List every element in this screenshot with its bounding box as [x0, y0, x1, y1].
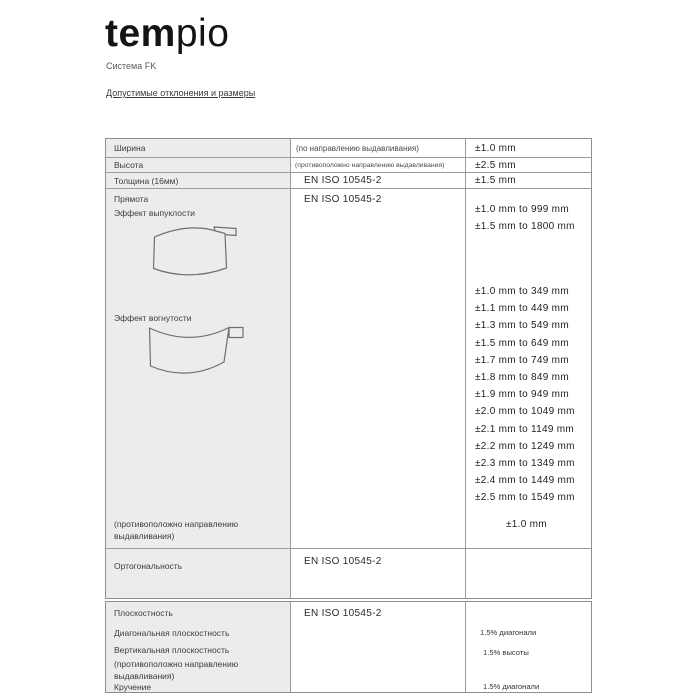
vertical-flatness-note: (противоположно направлению выдавливания)	[114, 659, 239, 681]
range-value: ±1.1 mm to 449 mm	[475, 303, 569, 315]
thickness-label: Толщина (16мм)	[114, 175, 179, 186]
orthogonality-method: EN ISO 10545-2	[304, 556, 382, 567]
flatness-table	[105, 601, 592, 693]
straightness-method: EN ISO 10545-2	[304, 194, 382, 205]
thickness-method: EN ISO 10545-2	[304, 175, 382, 186]
straightness-label: Прямота	[114, 194, 149, 204]
top-value: ±1.5 mm to 1800 mm	[475, 221, 575, 232]
tempio-logo	[105, 12, 229, 56]
straightness-range-values	[475, 283, 575, 507]
height-value: ±2.5 mm	[475, 159, 516, 171]
tolerance-table	[105, 138, 592, 599]
height-method: (противоположно направлению выдавливания)	[295, 161, 445, 169]
table-row-height	[106, 158, 591, 173]
range-value: ±2.3 mm to 1349 mm	[475, 458, 575, 470]
concave-effect-label: Эффект вогнутости	[114, 313, 192, 323]
range-value: ±2.4 mm to 1449 mm	[475, 475, 575, 487]
straightness-top-values	[475, 201, 575, 235]
thickness-value: ±1.5 mm	[475, 175, 516, 186]
torsion-label: Кручение	[114, 682, 152, 692]
convex-effect-label: Эффект выпуклости	[114, 208, 195, 218]
flatness-method: EN ISO 10545-2	[304, 608, 382, 619]
table-row-thickness	[106, 173, 591, 189]
range-value: ±1.7 mm to 749 mm	[475, 354, 569, 366]
range-value: ±2.5 mm to 1549 mm	[475, 492, 575, 504]
logo-bold-part: tem	[105, 12, 176, 55]
width-method: (по направлению выдавливания)	[296, 143, 419, 153]
convex-effect-diagram	[152, 224, 240, 284]
height-label: Высота	[114, 160, 144, 170]
vertical-flatness-label: Вертикальная плоскостность	[114, 645, 230, 655]
opposite-direction-label: (противоположно направлению выдавливания)	[114, 519, 239, 541]
table-row-straightness	[106, 189, 591, 549]
width-label: Ширина	[114, 143, 146, 153]
table-row-flatness	[106, 602, 591, 692]
range-value: ±1.9 mm to 949 mm	[475, 389, 569, 401]
flatness-label: Плоскостность	[114, 608, 173, 618]
table-row-orthogonality	[106, 549, 591, 598]
vertical-flatness-value: 1.5% высоты	[483, 648, 529, 657]
range-value: ±1.3 mm to 549 mm	[475, 320, 569, 332]
top-value: ±1.0 mm to 999 mm	[475, 204, 569, 215]
width-value: ±1.0 mm	[475, 142, 516, 154]
range-value: ±2.0 mm to 1049 mm	[475, 406, 575, 418]
torsion-value: 1.5% диагонали	[483, 682, 540, 691]
orthogonality-label: Ортогональность	[114, 561, 183, 571]
opposite-direction-value: ±1.0 mm	[506, 519, 547, 530]
tolerances-link[interactable]: Допустимые отклонения и размеры	[106, 88, 256, 98]
range-value: ±2.2 mm to 1249 mm	[475, 440, 575, 452]
diagonal-flatness-label: Диагональная плоскостность	[114, 628, 230, 638]
range-value: ±1.0 mm to 349 mm	[475, 286, 569, 297]
system-label: Система FK	[106, 61, 157, 71]
range-value: ±2.1 mm to 1149 mm	[475, 423, 575, 435]
table-row-width	[106, 139, 591, 158]
logo-light-part: pio	[175, 12, 230, 55]
diagonal-flatness-value: 1.5% диагонали	[480, 628, 537, 637]
range-value: ±1.5 mm to 649 mm	[475, 337, 569, 349]
concave-effect-diagram	[148, 325, 246, 381]
range-value: ±1.8 mm to 849 mm	[475, 372, 569, 384]
